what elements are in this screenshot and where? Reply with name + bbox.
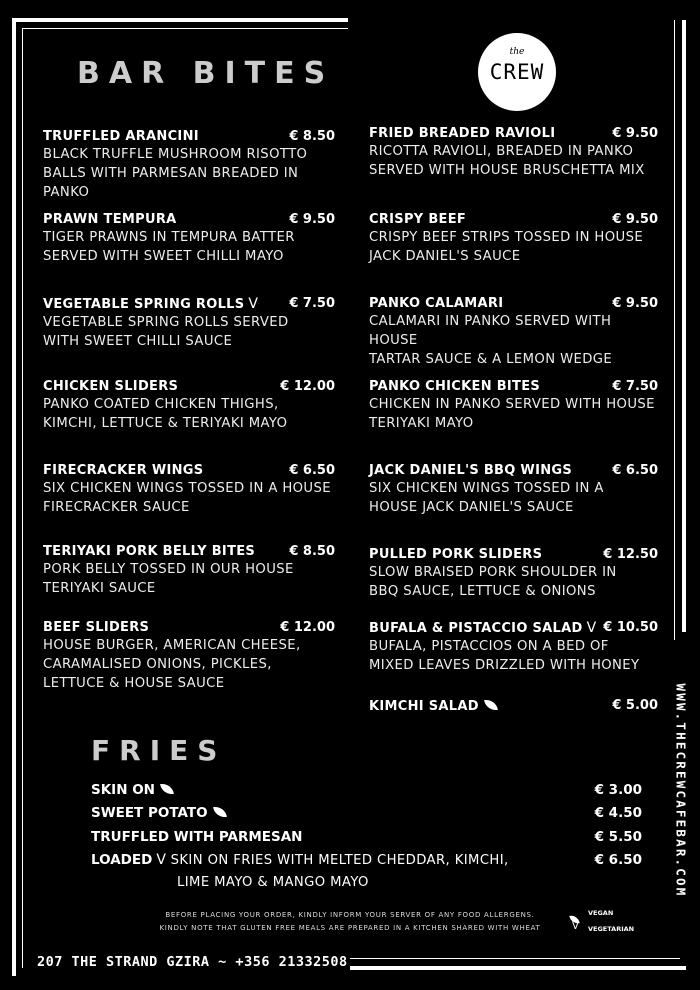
vegetarian-icon: ᐯ bbox=[586, 620, 597, 636]
item-name: KIMCHI SALAD bbox=[369, 699, 479, 714]
frame-bottom-right-inner bbox=[350, 958, 680, 959]
item-price: € 9.50 bbox=[289, 212, 335, 227]
item-desc: SIX CHICKEN WINGS TOSSED IN A HOUSE FIRECRACKER SAUCE bbox=[43, 481, 331, 515]
frame-bottom-right bbox=[350, 966, 686, 970]
website-text: WWW.THECREWCAFEBAR.COM bbox=[673, 683, 689, 898]
item-price: € 12.00 bbox=[280, 620, 335, 635]
item-desc: CHICKEN IN PANKO SERVED WITH HOUSE TERIYAKI MAYO bbox=[369, 397, 655, 431]
frame-right-inner bbox=[674, 20, 675, 640]
item-desc: SLOW BRAISED PORK SHOULDER IN BBQ SAUCE, LETTUCE & ONIONS bbox=[369, 565, 617, 599]
menu-item bbox=[43, 620, 335, 693]
item-desc: CALAMARI IN PANKO SERVED WITH HOUSE TARTAR SAUCE & A LEMON WEDGE bbox=[369, 314, 613, 367]
item-price: € 10.50 bbox=[603, 620, 658, 635]
item-desc: RICOTTA RAVIOLI, BREADED IN PANKO SERVED WITH HOUSE BRUSCHETTA MIX bbox=[369, 144, 645, 178]
item-name: PANKO CHICKEN BITES bbox=[369, 379, 541, 394]
item-price: € 6.50 bbox=[612, 463, 658, 478]
vegetarian-icon: ᐯ bbox=[572, 921, 579, 932]
item-price: € 5.00 bbox=[612, 698, 658, 713]
website-vertical bbox=[666, 683, 694, 910]
fries-name: TRUFFLED WITH PARMESAN bbox=[91, 829, 303, 845]
item-name: JACK DANIEL'S BBQ WINGS bbox=[369, 463, 573, 478]
menu-item bbox=[369, 463, 658, 517]
item-name: PANKO CALAMARI bbox=[369, 296, 504, 311]
item-desc: VEGETABLE SPRING ROLLS SERVED WITH SWEET CHILLI SAUCE bbox=[43, 315, 289, 349]
menu-item bbox=[369, 212, 658, 266]
item-name: PRAWN TEMPURA bbox=[43, 212, 177, 227]
vegetarian-icon: ᐯ bbox=[248, 296, 259, 312]
item-price: € 12.00 bbox=[280, 379, 335, 394]
menu-item bbox=[43, 212, 335, 266]
item-price: € 9.50 bbox=[612, 212, 658, 227]
menu-item bbox=[369, 698, 658, 714]
item-price: € 12.50 bbox=[603, 547, 658, 562]
fries-item bbox=[91, 852, 642, 868]
footer-address: 207 THE STRAND GZIRA ~ +356 21332508 bbox=[37, 954, 348, 970]
item-price: € 9.50 bbox=[612, 296, 658, 311]
vegan-leaf-icon bbox=[213, 805, 227, 819]
item-desc: PANKO COATED CHICKEN THIGHS, KIMCHI, LETTUCE & TERIYAKI MAYO bbox=[43, 397, 288, 431]
fries-price: € 4.50 bbox=[594, 805, 642, 821]
item-price: € 7.50 bbox=[289, 296, 335, 311]
item-name: CHICKEN SLIDERS bbox=[43, 379, 179, 394]
fries-desc: SKIN ON FRIES WITH MELTED CHEDDAR, KIMCHI, bbox=[170, 853, 509, 868]
fries-name: SWEET POTATO bbox=[91, 805, 208, 821]
fries-item bbox=[91, 829, 642, 845]
menu-item bbox=[369, 547, 658, 601]
item-desc: BLACK TRUFFLE MUSHROOM RISOTTO BALLS WITH PARMESAN BREADED IN PANKO bbox=[43, 147, 308, 200]
item-desc: PORK BELLY TOSSED IN OUR HOUSE TERIYAKI SAUCE bbox=[43, 562, 294, 596]
vegetarian-icon: ᐯ bbox=[156, 852, 166, 868]
vegan-leaf-icon bbox=[160, 782, 174, 796]
item-price: € 9.50 bbox=[612, 126, 658, 141]
item-price: € 7.50 bbox=[612, 379, 658, 394]
menu-item bbox=[369, 379, 658, 433]
fries-item bbox=[91, 805, 642, 821]
crew-logo bbox=[478, 33, 556, 111]
fries-price: € 6.50 bbox=[594, 852, 642, 868]
logo-big-text: CREW bbox=[489, 60, 545, 84]
frame-right bbox=[682, 20, 686, 632]
item-name: FIRECRACKER WINGS bbox=[43, 463, 204, 478]
gluten-note: KINDLY NOTE THAT GLUTEN FREE MEALS ARE PREPARED IN A KITCHEN SHARED WITH WHEAT bbox=[159, 924, 541, 932]
fries-name: SKIN ON bbox=[91, 782, 155, 798]
menu-item bbox=[43, 296, 335, 351]
menu-item bbox=[369, 296, 658, 369]
fries-name: LOADED bbox=[91, 852, 153, 868]
fries-heading: FRIES bbox=[91, 734, 227, 767]
item-name: BEEF SLIDERS bbox=[43, 620, 150, 635]
frame-top-left bbox=[12, 18, 348, 22]
menu-item bbox=[369, 620, 658, 675]
item-name: PULLED PORK SLIDERS bbox=[369, 547, 543, 562]
menu-item bbox=[43, 129, 335, 202]
vegan-leaf-icon bbox=[484, 698, 498, 712]
fries-price: € 3.00 bbox=[594, 782, 642, 798]
logo-small-text: the bbox=[509, 47, 525, 57]
item-desc: BUFALA, PISTACCIOS ON A BED OF MIXED LEAVES DRIZZLED WITH HONEY bbox=[369, 639, 640, 673]
item-name: VEGETABLE SPRING ROLLS bbox=[43, 297, 245, 312]
item-name: BUFALA & PISTACCIO SALAD bbox=[369, 621, 583, 636]
legend-vegan: VEGAN bbox=[588, 909, 614, 917]
frame-left bbox=[12, 18, 16, 976]
menu-item bbox=[43, 379, 335, 433]
fries-desc-line2: LIME MAYO & MANGO MAYO bbox=[177, 875, 369, 890]
menu-item bbox=[43, 544, 335, 598]
menu-item bbox=[43, 463, 335, 517]
legend-vegetarian: VEGETARIAN bbox=[588, 925, 635, 933]
menu-item bbox=[369, 126, 658, 180]
frame-inner-top bbox=[22, 28, 348, 29]
item-price: € 8.50 bbox=[289, 544, 335, 559]
item-price: € 8.50 bbox=[289, 129, 335, 144]
item-price: € 6.50 bbox=[289, 463, 335, 478]
item-desc: CRISPY BEEF STRIPS TOSSED IN HOUSE JACK DANIEL'S SAUCE bbox=[369, 230, 644, 264]
item-desc: HOUSE BURGER, AMERICAN CHEESE, CARAMALISED ONIONS, PICKLES, LETTUCE & HOUSE SAUCE bbox=[43, 638, 301, 691]
bar-bites-heading: BAR BITES bbox=[77, 56, 335, 91]
frame-inner-left bbox=[22, 28, 23, 968]
fries-item bbox=[91, 782, 642, 798]
item-desc: SIX CHICKEN WINGS TOSSED IN A HOUSE JACK DANIEL'S SAUCE bbox=[369, 481, 604, 515]
allergen-note: BEFORE PLACING YOUR ORDER, KINDLY INFORM YOUR SERVER OF ANY FOOD ALLERGENS. bbox=[165, 911, 535, 919]
item-name: FRIED BREADED RAVIOLI bbox=[369, 126, 556, 141]
item-name: TERIYAKI PORK BELLY BITES bbox=[43, 544, 256, 559]
item-name: TRUFFLED ARANCINI bbox=[43, 129, 199, 144]
item-name: CRISPY BEEF bbox=[369, 212, 467, 227]
fries-price: € 5.50 bbox=[594, 829, 642, 845]
item-desc: TIGER PRAWNS IN TEMPURA BATTER SERVED WITH SWEET CHILLI MAYO bbox=[43, 230, 295, 264]
